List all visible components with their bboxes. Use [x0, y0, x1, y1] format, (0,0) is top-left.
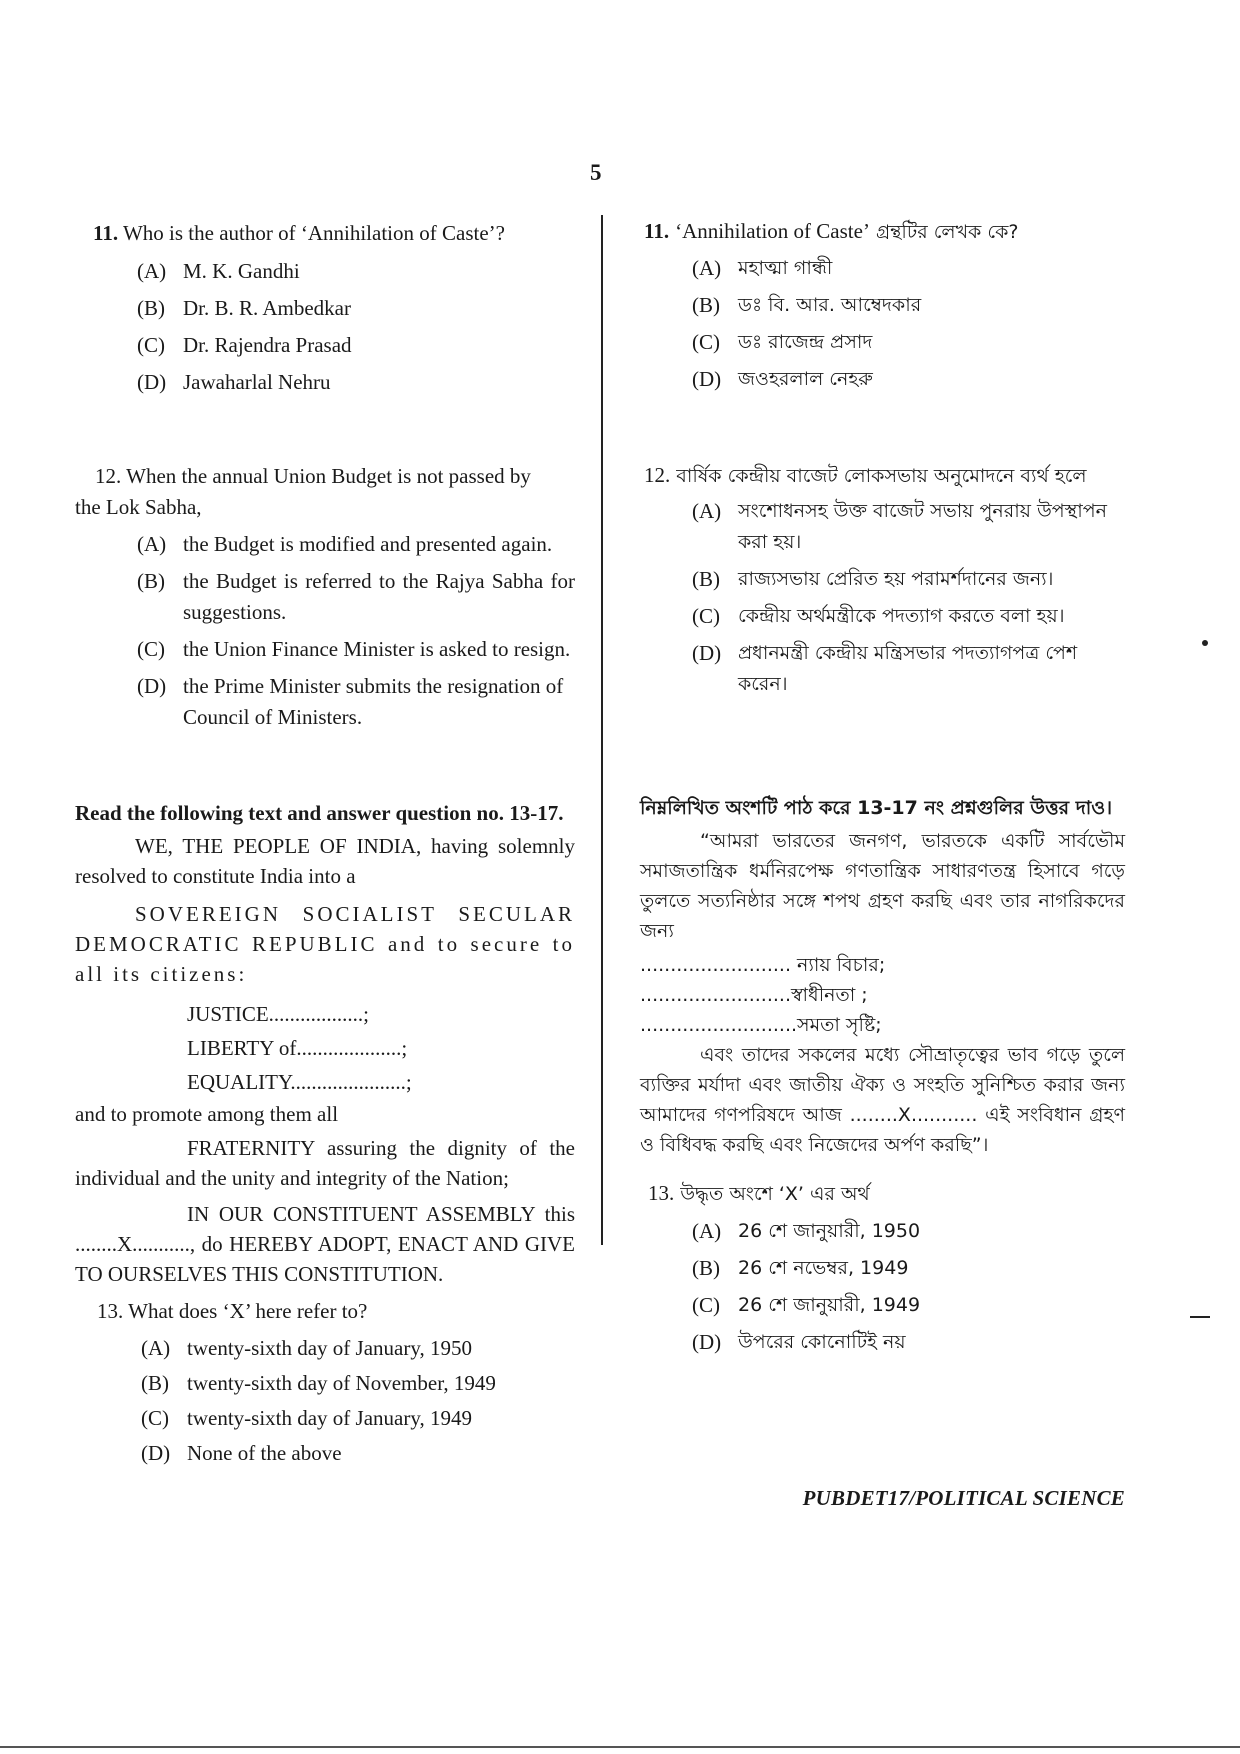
option-text: 26 শে জানুয়ারী, 1949	[738, 1294, 921, 1316]
question-13-bn	[640, 1178, 1125, 1358]
question-number: 13.	[97, 1299, 124, 1323]
option-text: প্রধানমন্ত্রী কেন্দ্রীয় মন্ত্রিসভার পদত্যাগপত্র পেশ করেন।	[738, 642, 1078, 695]
passage-liberty: LIBERTY of....................;	[187, 1036, 408, 1060]
option-label: (D)	[692, 1330, 722, 1354]
option-text: Dr. B. R. Ambedkar	[183, 296, 351, 320]
option-b	[640, 290, 1125, 321]
option-label: (B)	[137, 569, 165, 593]
question-text: উদ্ধৃত অংশে ‘X’ এর অর্থ	[680, 1183, 870, 1205]
option-text: 26 শে জানুয়ারী, 1950	[738, 1220, 921, 1242]
option-text: the Prime Minister submits the resignation of Council of Ministers.	[183, 674, 564, 729]
option-text: 26 শে নভেম্বর, 1949	[738, 1257, 909, 1279]
option-label: (C)	[692, 330, 720, 354]
option-c	[640, 1290, 1125, 1321]
option-label: (A)	[692, 499, 722, 523]
option-label: (B)	[692, 293, 720, 317]
option-c	[640, 327, 1125, 358]
option-d	[75, 671, 575, 733]
option-label: (C)	[137, 637, 165, 661]
option-c	[75, 330, 575, 361]
option-label: (C)	[692, 1293, 720, 1317]
question-text: What does ‘X’ here refer to?	[128, 1299, 368, 1323]
option-b	[640, 1253, 1125, 1284]
option-a	[640, 1216, 1125, 1247]
option-text: সংশোধনসহ উক্ত বাজেট সভায় পুনরায় উপস্থাপন করা হয়।	[738, 500, 1107, 553]
passage-en	[75, 798, 575, 1289]
option-text: twenty-sixth day of January, 1950	[187, 1336, 472, 1360]
passage-equality: EQUALITY......................;	[187, 1070, 412, 1094]
option-text: Dr. Rajendra Prasad	[183, 333, 352, 357]
question-12-en	[75, 461, 575, 733]
passage-liberty: .........................স্বাধীনতা ;	[640, 984, 868, 1006]
option-label: (A)	[692, 256, 722, 280]
option-a	[75, 256, 575, 287]
option-text: ডঃ রাজেন্দ্র প্রসাদ	[738, 331, 873, 353]
passage-heading: নিম্নলিখিত অংশটি পাঠ করে 13-17 নং প্রশ্নগুলির উত্তর দাও।	[640, 797, 1112, 819]
question-12-bn	[640, 460, 1125, 700]
option-b	[75, 1368, 575, 1399]
option-label: (D)	[692, 367, 722, 391]
option-label: (C)	[141, 1406, 169, 1430]
passage-justice: ......................... ন্যায় বিচার;	[640, 954, 886, 976]
option-b	[75, 293, 575, 324]
question-text-english: ‘Annihilation of Caste’	[675, 219, 870, 243]
question-11-bn	[640, 216, 1125, 395]
question-number: 12.	[95, 464, 122, 488]
option-text: the Budget is modified and presented again.	[183, 532, 553, 556]
question-number: 11.	[644, 219, 670, 243]
option-b	[75, 566, 575, 628]
option-c	[640, 601, 1125, 632]
question-text: Who is the author of ‘Annihilation of Caste’?	[122, 221, 505, 245]
option-c	[75, 1403, 575, 1434]
question-number: 13.	[648, 1181, 675, 1205]
paper-code-footer: PUBDET17/POLITICAL SCIENCE	[802, 1486, 1125, 1510]
question-13-en	[75, 1296, 575, 1469]
option-d	[75, 1438, 575, 1469]
option-c	[75, 634, 575, 665]
option-label: (B)	[692, 567, 720, 591]
option-text: the Budget is referred to the Rajya Sabha for suggestions.	[183, 569, 575, 624]
question-number: 12.	[644, 463, 671, 487]
question-text: গ্রন্থটির লেখক কে?	[875, 221, 1019, 243]
passage-equality: ..........................সমতা সৃষ্টি;	[640, 1014, 882, 1036]
option-label: (B)	[137, 296, 165, 320]
option-text: উপরের কোনোটিই নয়	[738, 1331, 906, 1353]
option-label: (B)	[692, 1256, 720, 1280]
option-label: (A)	[137, 532, 167, 556]
passage-intro: “আমরা ভারতের জনগণ, ভারতকে একটি সার্বভৌম সমাজতান্ত্রিক ধর্মনিরপেক্ষ গণতান্ত্রিক সাধারণতন্ত্র হিসাবে গড়ে তুলতে সত্যনিষ্ঠার সঙ্গে শপথ গ্রহণ করছি এবং তার নাগরিকদের জন্য	[640, 830, 1125, 942]
option-text: M. K. Gandhi	[183, 259, 300, 283]
option-label: (D)	[692, 641, 722, 665]
option-label: (C)	[137, 333, 165, 357]
option-b	[640, 564, 1125, 595]
margin-dash	[1190, 1316, 1210, 1318]
option-d	[75, 367, 575, 398]
page-bottom-rule	[0, 1746, 1240, 1748]
option-text: ডঃ বি. আর. আম্বেদকার	[738, 294, 922, 316]
passage-republic: SOVEREIGN SOCIALIST SECULAR DEMOCRATIC REPUBLIC and to secure to all its citizens:	[75, 902, 575, 986]
option-text: twenty-sixth day of November, 1949	[187, 1371, 496, 1395]
option-a	[640, 253, 1125, 284]
option-label: (D)	[137, 370, 167, 394]
option-text: কেন্দ্রীয় অর্থমন্ত্রীকে পদত্যাগ করতে বলা হয়।	[738, 605, 1065, 627]
option-a	[75, 529, 575, 560]
passage-bn	[640, 793, 1125, 1160]
passage-justice: JUSTICE..................;	[187, 1002, 370, 1026]
option-label: (A)	[137, 259, 167, 283]
option-label: (B)	[141, 1371, 169, 1395]
option-d	[640, 364, 1125, 395]
option-text: twenty-sixth day of January, 1949	[187, 1406, 472, 1430]
question-text-cont: the Lok Sabha,	[75, 495, 202, 519]
option-a	[640, 496, 1125, 558]
question-text: When the annual Union Budget is not passed by	[126, 464, 531, 488]
option-label: (D)	[137, 674, 167, 698]
option-d	[640, 1327, 1125, 1358]
passage-promote: and to promote among them all	[75, 1102, 339, 1126]
option-text: মহাত্মা গান্ধী	[738, 257, 833, 279]
passage-intro: WE, THE PEOPLE OF INDIA, having solemnly resolved to constitute India into a	[75, 834, 575, 888]
option-label: (A)	[692, 1219, 722, 1243]
question-11-en	[75, 218, 575, 398]
option-text: জওহরলাল নেহরু	[738, 368, 873, 390]
option-a	[75, 1333, 575, 1364]
option-label: (C)	[692, 604, 720, 628]
option-text: রাজ্যসভায় প্রেরিত হয় পরামর্শদানের জন্য।	[738, 568, 1054, 590]
option-d	[640, 638, 1125, 700]
scan-mark	[1202, 640, 1208, 646]
question-number: 11.	[93, 221, 119, 245]
passage-closing: এবং তাদের সকলের মধ্যে সৌভ্রাতৃত্বের ভাব গড়ে তুলে ব্যক্তির মর্যাদা এবং জাতীয় ঐক্য ও সংহতি সুনিশ্চিত করার জন্য আমাদের গণপরিষদে আজ ........X........... এই সংবিধান গ্রহণ ও বিধিবদ্ধ করছি এবং নিজেদের অর্পণ করছি”।	[640, 1044, 1125, 1156]
question-text: বার্ষিক কেন্দ্রীয় বাজেট লোকসভায় অনুমোদনে ব্যর্থ হলে	[676, 465, 1087, 487]
page-number: 5	[590, 160, 602, 185]
passage-fraternity: FRATERNITY assuring the dignity of the individual and the unity and integrity of the Nation;	[75, 1136, 575, 1190]
option-label: (A)	[141, 1336, 171, 1360]
option-text: Jawaharlal Nehru	[183, 370, 331, 394]
passage-assembly: IN OUR CONSTITUENT ASSEMBLY this ........X..........., do HEREBY ADOPT, ENACT AND GIVE TO OURSELVES THIS CONSTITUTION.	[75, 1202, 575, 1286]
option-label: (D)	[141, 1441, 171, 1465]
passage-heading: Read the following text and answer question no. 13-17.	[75, 801, 564, 825]
option-text: the Union Finance Minister is asked to resign.	[183, 637, 571, 661]
column-divider	[601, 215, 603, 1245]
option-text: None of the above	[187, 1441, 342, 1465]
